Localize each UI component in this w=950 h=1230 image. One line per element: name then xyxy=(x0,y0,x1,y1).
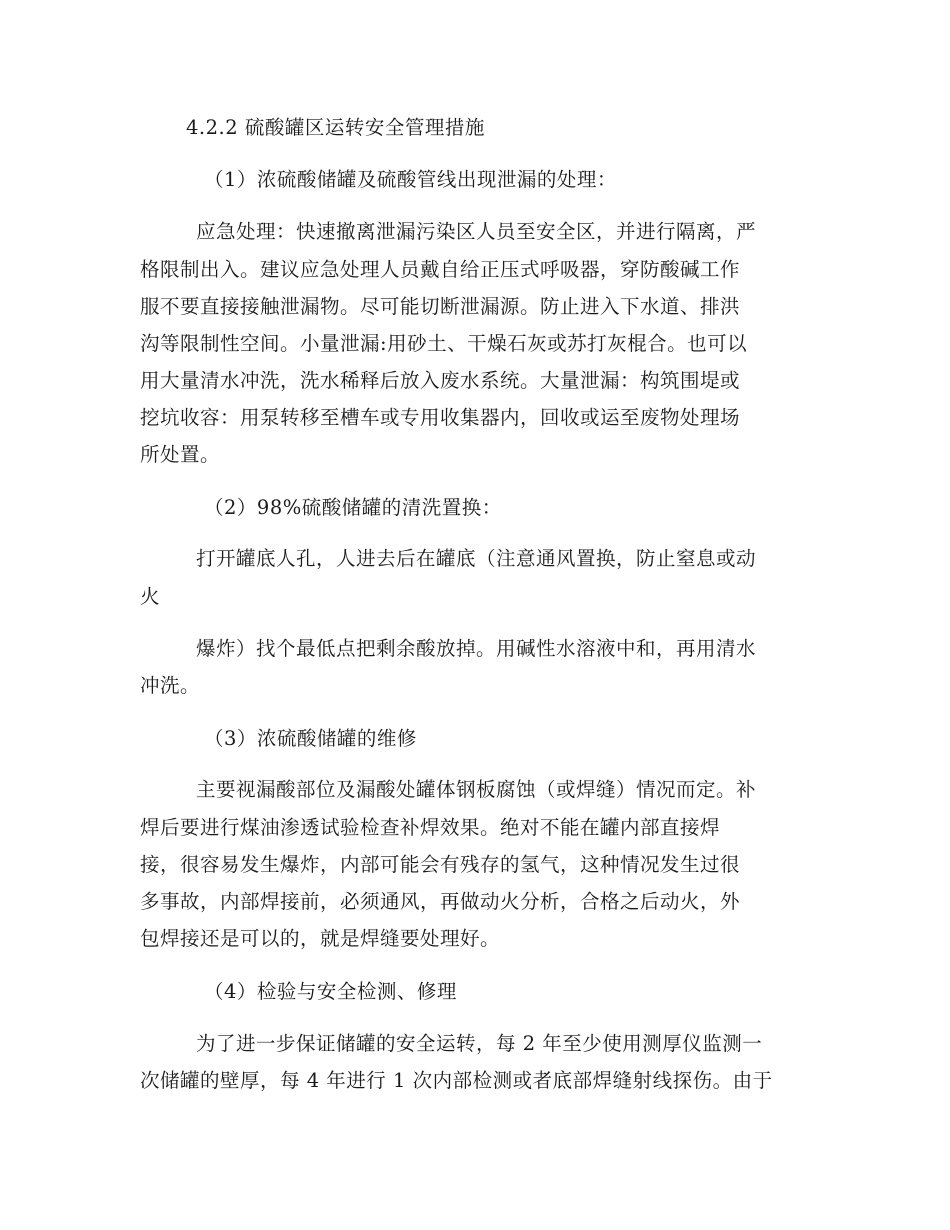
item-4-line-1: 为了进一步保证储罐的安全运转，每 2 年至少使用测厚仪监测一 xyxy=(196,1032,763,1055)
item-3-heading: （3）浓硫酸储罐的维修 xyxy=(204,727,417,750)
item-4-heading: （4）检验与安全检测、修理 xyxy=(204,980,457,1003)
item-3-line-4: 多事故，内部焊接前，必须通风，再做动火分析，合格之后动火，外 xyxy=(140,890,741,913)
item-1-line-3: 服不要直接接触泄漏物。尽可能切断泄漏源。防止进入下水道、排洪 xyxy=(140,295,741,318)
section-title: 4.2.2 硫酸罐区运转安全管理措施 xyxy=(186,116,485,139)
item-2-line-2: 火 xyxy=(140,585,161,608)
item-1-line-1: 应急处理：快速撤离泄漏污染区人员至安全区，并进行隔离，严 xyxy=(196,220,757,243)
item-4-line-2: 次储罐的壁厚，每 4 年进行 1 次内部检测或者底部焊缝射线探伤。由于 xyxy=(140,1069,773,1092)
item-1-line-2: 格限制出入。建议应急处理人员戴自给正压式呼吸器，穿防酸碱工作 xyxy=(140,258,741,281)
item-3-line-3: 接，很容易发生爆炸，内部可能会有残存的氢气，这种情况发生过很 xyxy=(140,853,741,876)
item-1-heading: （1）浓硫酸储罐及硫酸管线出现泄漏的处理： xyxy=(204,168,617,191)
item-3-line-1: 主要视漏酸部位及漏酸处罐体钢板腐蚀（或焊缝）情况而定。补 xyxy=(196,778,757,801)
item-2-line-4: 冲洗。 xyxy=(140,674,201,697)
item-1-line-6: 挖坑收容：用泵转移至槽车或专用收集器内，回收或运至废物处理场 xyxy=(140,406,741,429)
item-2-line-3: 爆炸）找个最低点把剩余酸放掉。用碱性水溶液中和，再用清水 xyxy=(196,637,757,660)
item-1-line-7: 所处置。 xyxy=(140,443,221,466)
item-3-line-2: 焊后要进行煤油渗透试验检查补焊效果。绝对不能在罐内部直接焊 xyxy=(140,816,721,839)
item-1-line-5: 用大量清水冲洗，洗水稀释后放入废水系统。大量泄漏：构筑围堤或 xyxy=(140,369,741,392)
item-2-heading: （2）98%硫酸储罐的清洗置换： xyxy=(204,496,502,519)
item-1-line-4: 沟等限制性空间。小量泄漏:用砂土、干燥石灰或苏打灰棍合。也可以 xyxy=(140,332,748,355)
item-3-line-5: 包焊接还是可以的，就是焊缝要处理好。 xyxy=(140,927,501,950)
item-2-line-1: 打开罐底人孔，人进去后在罐底（注意通风置换，防止窒息或动 xyxy=(196,547,757,570)
